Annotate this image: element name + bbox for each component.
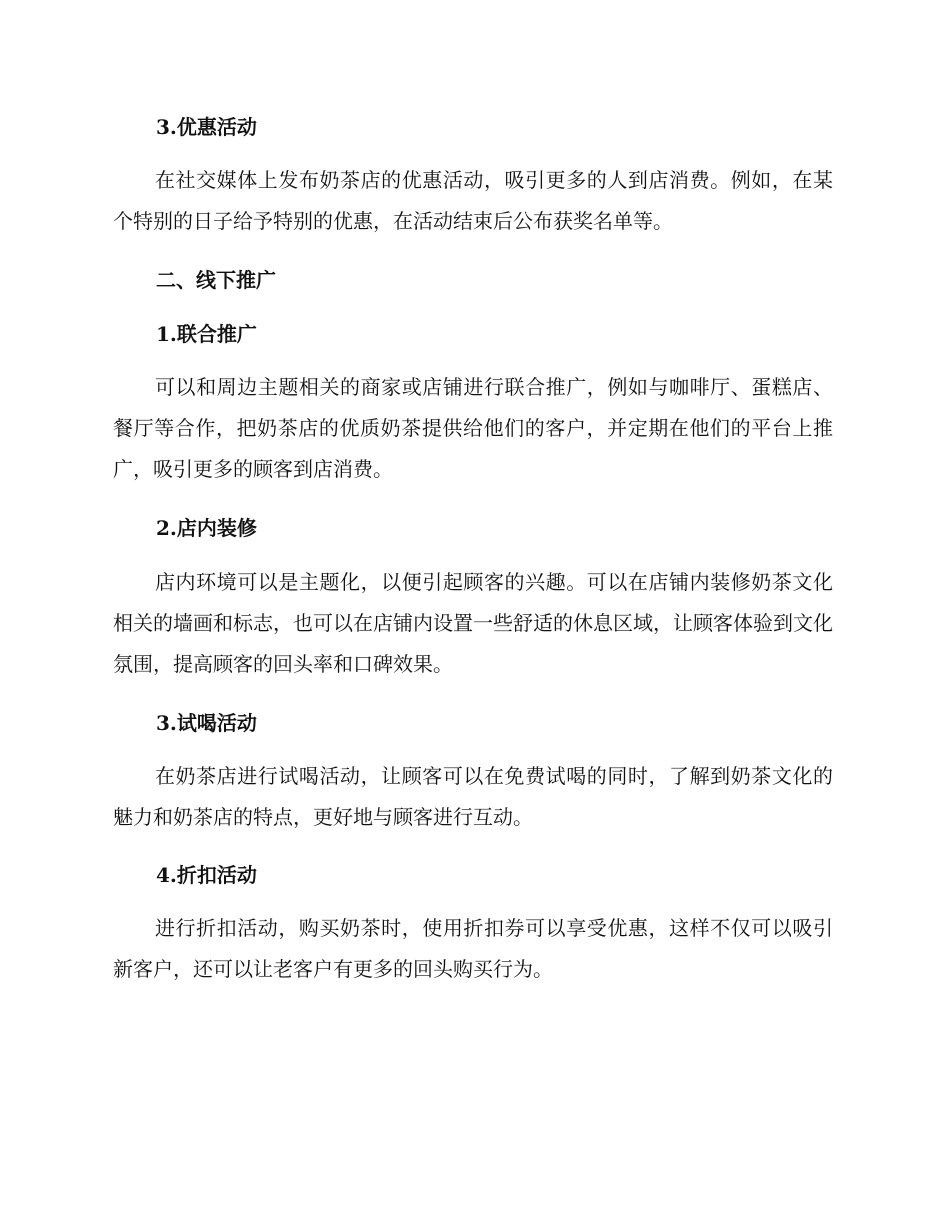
section-paragraph-store-decoration: 店内环境可以是主题化，以便引起顾客的兴趣。可以在店铺内装修奶茶文化相关的墙画和标志，也可以在店铺内设置一些舒适的休息区域，让顾客体验到文化氛围，提高顾客的回头率和口碑效果。 bbox=[113, 570, 833, 676]
section-heading-offline-promotion: 二、线下推广 bbox=[156, 268, 276, 292]
section-heading-tasting-activity: 3.试喝活动 bbox=[156, 711, 257, 735]
section-paragraph-discount-activity: 进行折扣活动，购买奶茶时，使用折扣券可以享受优惠，这样不仅可以吸引新客户，还可以让老客户有更多的回头购买行为。 bbox=[113, 916, 833, 981]
section-heading-store-decoration: 2.店内装修 bbox=[156, 516, 257, 540]
section-paragraph-promo-activity: 在社交媒体上发布奶茶店的优惠活动，吸引更多的人到店消费。例如，在某个特别的日子给予特别的优惠，在活动结束后公布获奖名单等。 bbox=[113, 168, 833, 233]
section-heading-joint-promotion: 1.联合推广 bbox=[156, 322, 257, 346]
section-paragraph-tasting-activity: 在奶茶店进行试喝活动，让顾客可以在免费试喝的同时，了解到奶茶文化的魅力和奶茶店的特点，更好地与顾客进行互动。 bbox=[113, 764, 833, 829]
section-heading-promo-activity: 3.优惠活动 bbox=[156, 115, 257, 139]
section-heading-discount-activity: 4.折扣活动 bbox=[156, 863, 257, 887]
section-paragraph-joint-promotion: 可以和周边主题相关的商家或店铺进行联合推广，例如与咖啡厅、蛋糕店、餐厅等合作，把奶茶店的优质奶茶提供给他们的客户，并定期在他们的平台上推广，吸引更多的顾客到店消费。 bbox=[113, 375, 833, 481]
